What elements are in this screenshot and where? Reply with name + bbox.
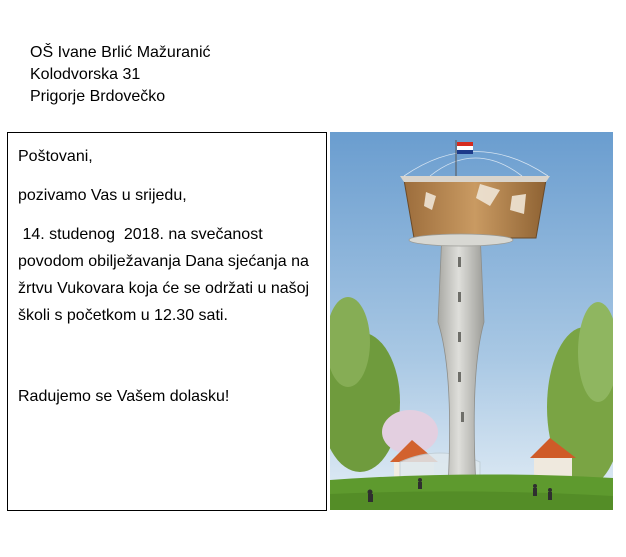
closing-line: Radujemo se Vašem dolasku! [18, 388, 230, 405]
school-address [30, 42, 211, 108]
school-name: OŠ Ivane Brlić Mažuranić [30, 44, 211, 61]
tower-tank [404, 180, 546, 238]
street-address: Kolodvorska 31 [30, 66, 141, 83]
invitation-text-box [7, 132, 327, 511]
greeting: Poštovani, [18, 148, 93, 165]
town-name: Prigorje Brdovečko [30, 88, 166, 105]
invitation-line: pozivamo Vas u srijedu, [18, 187, 187, 204]
event-details: 14. studenog 2018. na svečanost povodom obilježavanja Dana sjećanja na žrtvu Vukovara koja će se održati u našoj školi s početkom u 12.30 sati. [18, 226, 318, 324]
viewing-platform [409, 234, 513, 246]
tank-rim [400, 176, 550, 182]
vukovar-water-tower-image [330, 132, 613, 510]
